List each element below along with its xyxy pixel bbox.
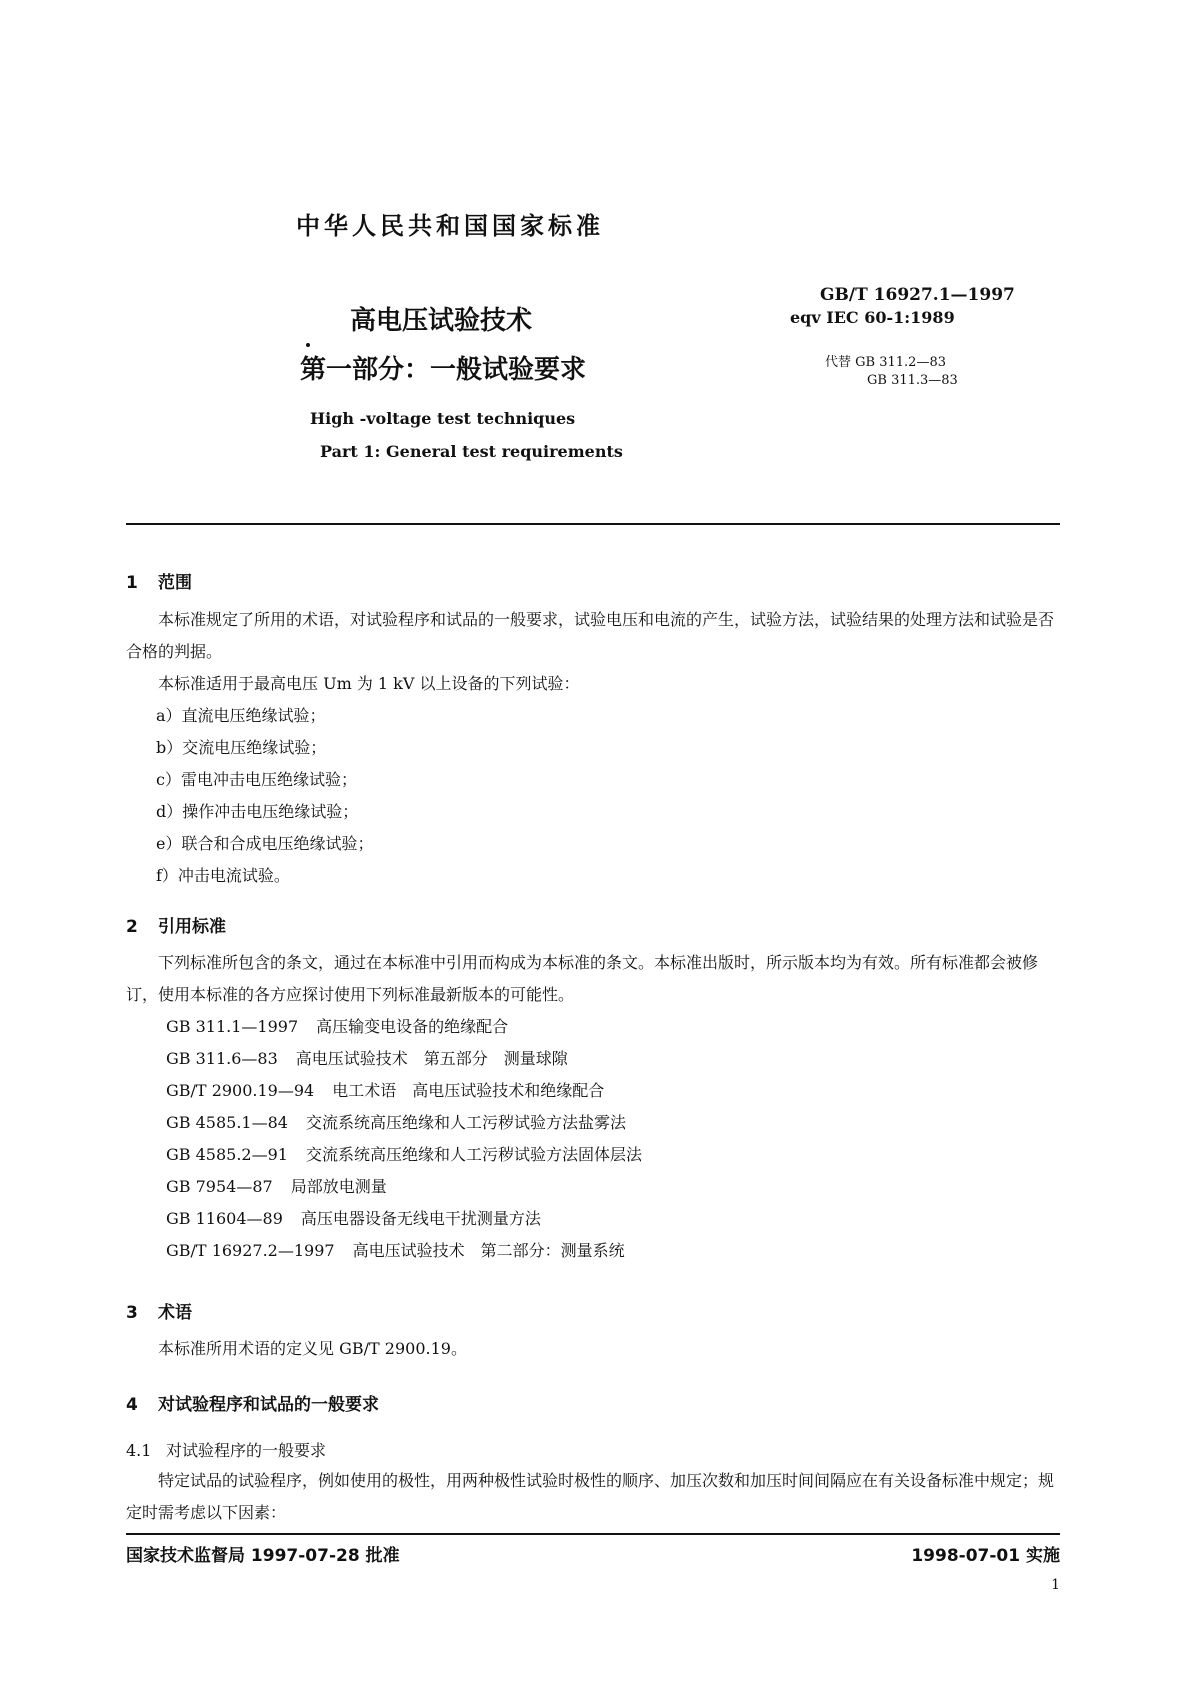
- section-2-para: 下列标准所包含的条文，通过在本标准中引用而构成为本标准的条文。本标准出版时，所示版本均为有效。所有标准都会被修订，使用本标准的各方应探讨使用下列标准最新版本的可能性。: [126, 953, 1039, 1004]
- reference-item: GB 11604—89 高压电器设备无线电干扰测量方法: [166, 1209, 541, 1228]
- reference-item: GB 311.1—1997 高压输变电设备的绝缘配合: [166, 1017, 509, 1036]
- reference-item: GB/T 16927.2—1997 高电压试验技术 第二部分：测量系统: [166, 1241, 625, 1260]
- reference-item: GB 4585.1—84 交流系统高压绝缘和人工污秽试验方法盐雾法: [166, 1113, 626, 1132]
- section-2-heading: 2 引用标准: [126, 917, 226, 937]
- title-en-line2: Part 1: General test requirements: [320, 442, 623, 461]
- reference-list: [166, 1011, 642, 1267]
- section-1-para-2: 本标准适用于最高电压 Um 为 1 kV 以上设备的下列试验：: [158, 674, 580, 693]
- section-1-heading: 1 范围: [126, 573, 192, 593]
- equivalent-standard: eqv IEC 60-1:1989: [790, 308, 955, 327]
- list-item: c）雷电冲击电压绝缘试验；: [156, 770, 357, 789]
- reference-item: GB 311.6—83 高电压试验技术 第五部分 测量球隙: [166, 1049, 568, 1068]
- section-3-heading: 3 术语: [126, 1303, 192, 1323]
- list-item: b）交流电压绝缘试验；: [156, 738, 327, 757]
- title-cn-line1: 高电压试验技术: [350, 306, 533, 336]
- national-standard-header: 中华人民共和国国家标准: [296, 212, 604, 240]
- effective-date: 1998-07-01 实施: [911, 1546, 1060, 1566]
- title-mark: [306, 343, 310, 347]
- list-item: a）直流电压绝缘试验；: [156, 706, 326, 725]
- section-4-1-heading: 4.1 对试验程序的一般要求: [126, 1441, 327, 1460]
- title-cn-line2: 第一部分：一般试验要求: [300, 355, 587, 385]
- list-item: d）操作冲击电压绝缘试验；: [156, 802, 359, 821]
- reference-item: GB 4585.2—91 交流系统高压绝缘和人工污秽试验方法固体层法: [166, 1145, 642, 1164]
- standard-number: GB/T 16927.1—1997: [820, 285, 1015, 305]
- section-1-para-1: 本标准规定了所用的术语，对试验程序和试品的一般要求，试验电压和电流的产生，试验方法，试验结果的处理方法和试验是否合格的判据。: [126, 610, 1055, 661]
- list-item: e）联合和合成电压绝缘试验；: [156, 834, 374, 853]
- replaces-item: GB 311.3—83: [867, 373, 958, 388]
- footer-divider: [126, 1533, 1060, 1535]
- replaces-block: [825, 354, 958, 390]
- section-3-para: 本标准所用术语的定义见 GB/T 2900.19。: [158, 1339, 467, 1358]
- header-divider: [126, 523, 1060, 525]
- section-4-1-para: 特定试品的试验程序，例如使用的极性，用两种极性试验时极性的顺序、加压次数和加压时间间隔应在有关设备标准中规定；规定时需考虑以下因素：: [126, 1471, 1055, 1522]
- section-4-heading: 4 对试验程序和试品的一般要求: [126, 1395, 379, 1415]
- replaces-label: 代替: [825, 355, 852, 370]
- title-en-line1: High -voltage test techniques: [310, 409, 576, 428]
- approval-date: 国家技术监督局 1997-07-28 批准: [126, 1546, 400, 1566]
- section-1-list: [156, 700, 373, 892]
- page-number: 1: [1051, 1577, 1060, 1593]
- replaces-item: GB 311.2—83: [855, 355, 946, 370]
- reference-item: GB/T 2900.19—94 电工术语 高电压试验技术和绝缘配合: [166, 1081, 605, 1100]
- list-item: f）冲击电流试验。: [156, 866, 290, 885]
- reference-item: GB 7954—87 局部放电测量: [166, 1177, 387, 1196]
